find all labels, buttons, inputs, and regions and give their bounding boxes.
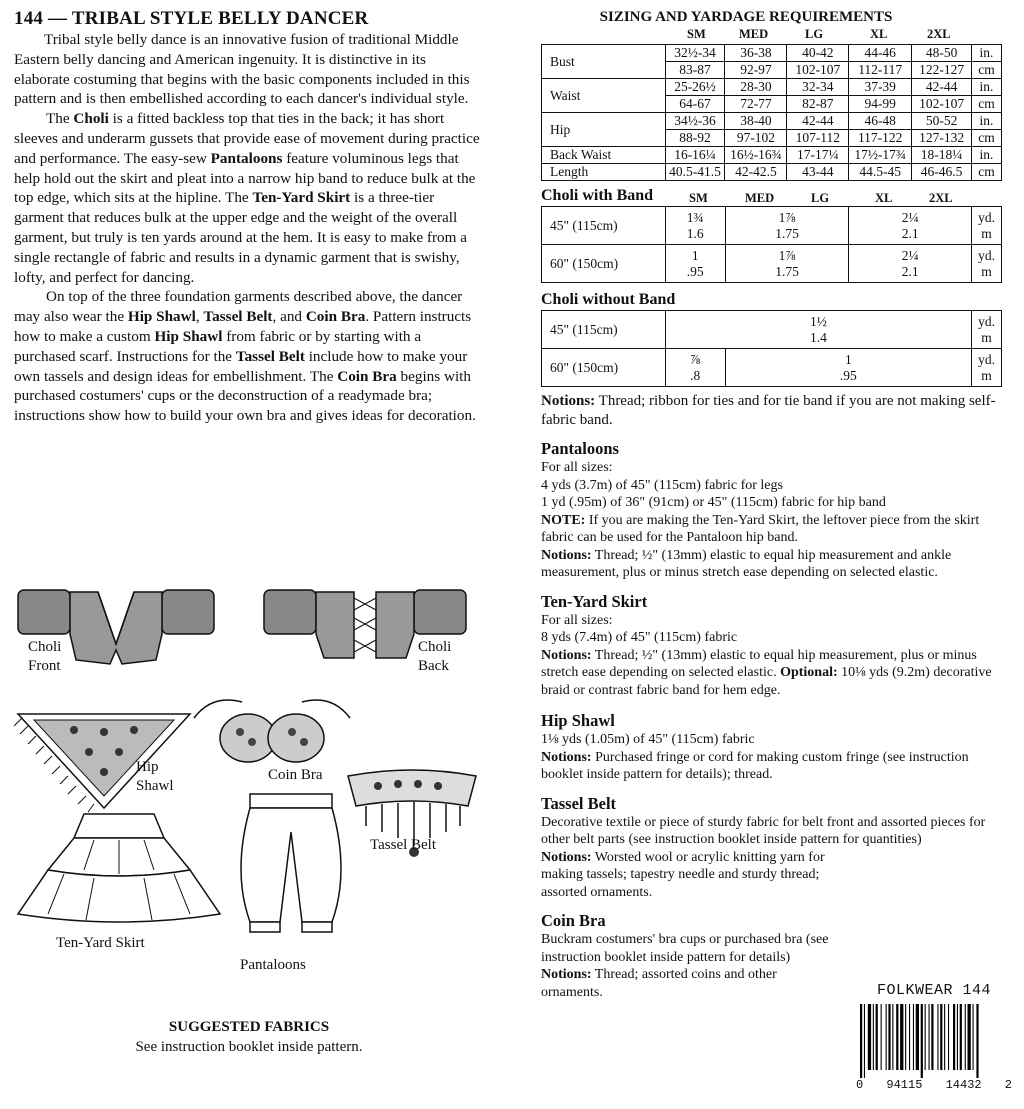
coin-bra-drawing: [192, 688, 352, 768]
coin-bra-label: Coin Bra: [268, 767, 323, 783]
bra-section: Coin Bra Buckram costumers' bra cups or purchased bra (see instruction booklet inside pattern for details) Notions: Thread; assorted coins and other ornaments.: [541, 911, 841, 1001]
suggested-fabrics: [14, 1017, 484, 1057]
product-code: FOLKWEAR 144: [876, 982, 992, 999]
ten-yard-skirt-label: Ten-Yard Skirt: [56, 935, 145, 951]
choli-front-label: Choli Front: [28, 639, 62, 674]
pantaloons-section: Pantaloons For all sizes: 4 yds (3.7m) of 45" (115cm) fabric for legs 1 yd (.95m) of 36" (91cm) or 45" (115cm) fabric for hip band NOTE: If you are making the Ten-Yard Skirt, the leftover piece from the skirt fabric can be used for the Pantaloon hip band. Notions: Thread; ½" (13mm) elastic to equal hip measurement and ankle measurement, plus or minus stretch ease depending on selected elastic.: [541, 439, 1011, 582]
description-text: [14, 30, 484, 426]
requirements-column: [541, 8, 1011, 1001]
shawl-section: Hip Shawl 1⅛ yds (1.05m) of 45" (115cm) fabric Notions: Purchased fringe or cord for making custom fringe (see instruction booklet inside pattern for details); thread.: [541, 711, 1011, 784]
pantaloons-heading: Pantaloons: [541, 439, 619, 458]
table-row: Bust 32½-34 36-38 40-42 44-46 48-50 in.: [542, 45, 1002, 62]
choli-back-label: Choli Back: [418, 639, 452, 674]
table-row: 83-87 92-97 102-107 112-117 122-127 cm: [542, 62, 1002, 79]
table-row: Hip 34½-36 38-40 42-44 46-48 50-52 in.: [542, 113, 1002, 130]
pantaloons-drawing: [236, 792, 346, 942]
choli-band-table: [541, 206, 1002, 283]
tassel-belt-label: Tassel Belt: [370, 837, 437, 853]
choli-noband-table: [541, 310, 1002, 387]
skirt-heading: Ten-Yard Skirt: [541, 591, 648, 611]
size-header: SM MED LG XL 2XL: [687, 27, 951, 41]
hip-shawl-label: Hip Shawl: [136, 759, 174, 794]
bra-heading: Coin Bra: [541, 911, 606, 930]
suggested-fabrics-text: See instruction booklet inside pattern.: [135, 1039, 363, 1055]
barcode-bars: [856, 1004, 1012, 1078]
table-row: 64-67 72-77 82-87 94-99 102-107 cm: [542, 96, 1002, 113]
belt-section: Tassel Belt Decorative textile or piece of sturdy fabric for belt front and assorted pieces for other belt parts (see instruction booklet inside pattern for quantities) Notions: Worsted wool or acrylic knitting yarn for making tassels; tapestry needle and sturdy thread; assorted ornaments.: [541, 794, 1011, 902]
accessories-paragraph: On top of the three foundation garments described above, the dancer may also wear the Hip Shawl, Tassel Belt, and Coin Bra. Pattern instructs how to make a custom Hip Shawl from fabric or by starting with a purchased scarf. Instructions for the Tassel Belt include how to make your own tassels and design ideas for embellishment. The Coin Bra begins with purchased costumers' cups or the deconstruction of a readymade bra; instructions show how to build your own bra and gives ideas for decoration.: [14, 288, 476, 425]
choli-band-heading: Choli with Band SM MED LG XL 2XL: [541, 187, 953, 205]
pattern-title: 144 — TRIBAL STYLE BELLY DANCER: [14, 8, 369, 29]
body-measurements-table: [541, 44, 1002, 181]
description-column: [14, 8, 484, 426]
skirt-section: Ten-Yard Skirt For all sizes: 8 yds (7.4m) of 45" (115cm) fabric Notions: Thread; ½" (13mm) elastic to equal hip measurement, plus or minus stretch ease depending on selected elastic. Optional: 10⅛ yds (9.2m) decorative braid or contrast fabric band for hem edge.: [541, 592, 1011, 700]
shawl-heading: Hip Shawl: [541, 711, 615, 730]
garments-paragraph: The Choli is a fitted backless top that ties in the back; it has short sleeves and underarm gussets that provide ease of movement during practice and performance. The easy-sew Pantaloons feature voluminous legs that help hold out the skirt and pleat into a narrow hip band to reduce bulk at the top edge, which sits at the hipline. The Ten-Yard Skirt is a three-tier garment that reduces bulk at the upper edge and the weight of the overall garment, but truly is ten yards around at the hem. It is easy to make from a single rectangle of fabric and results in a dynamic garment that is swishy, lofty, and perfect for dancing.: [14, 110, 480, 286]
table-row: 60" (150cm) ⅞ .8 1 .95 yd. m: [542, 349, 1002, 387]
intro-paragraph: Tribal style belly dance is an innovative fusion of traditional Middle Eastern belly dancing and American ingenuity. It is distinctive in its elaborate costuming that begins with the basic components included in this pattern and is then embellished according to each dancer's individual style.: [14, 31, 470, 108]
table-row: Length 40.5-41.5 42-42.5 43-44 44.5-45 46-46.5 cm: [542, 164, 1002, 181]
barcode: [856, 982, 1012, 1092]
table-row: 88-92 97-102 107-112 117-122 127-132 cm: [542, 130, 1002, 147]
barcode-digits: 0 94115 14432 2: [856, 1078, 1012, 1092]
pantaloons-label: Pantaloons: [240, 957, 306, 973]
table-row: 45" (115cm) 1½ 1.4 yd. m: [542, 311, 1002, 349]
table-row: Back Waist 16-16¼ 16½-16¾ 17-17¼ 17½-17¾ 18-18¼ in.: [542, 147, 1002, 164]
garment-illustrations: [14, 582, 484, 982]
belt-heading: Tassel Belt: [541, 793, 617, 813]
ten-yard-skirt-drawing: [14, 808, 224, 928]
choli-notions: Notions: Thread; ribbon for ties and for tie band if you are not making self-fabric band.: [541, 393, 996, 428]
sizing-title: SIZING AND YARDAGE REQUIREMENTS: [599, 9, 893, 25]
table-row: 45" (115cm) 1¾ 1.6 1⅞ 1.75 2¼ 2.1 yd. m: [542, 207, 1002, 245]
choli-noband-heading: Choli without Band: [541, 291, 676, 308]
table-row: 60" (150cm) 1 .95 1⅞ 1.75 2¼ 2.1 yd. m: [542, 245, 1002, 283]
suggested-fabrics-heading: SUGGESTED FABRICS: [168, 1019, 330, 1035]
table-row: Waist 25-26½ 28-30 32-34 37-39 42-44 in.: [542, 79, 1002, 96]
